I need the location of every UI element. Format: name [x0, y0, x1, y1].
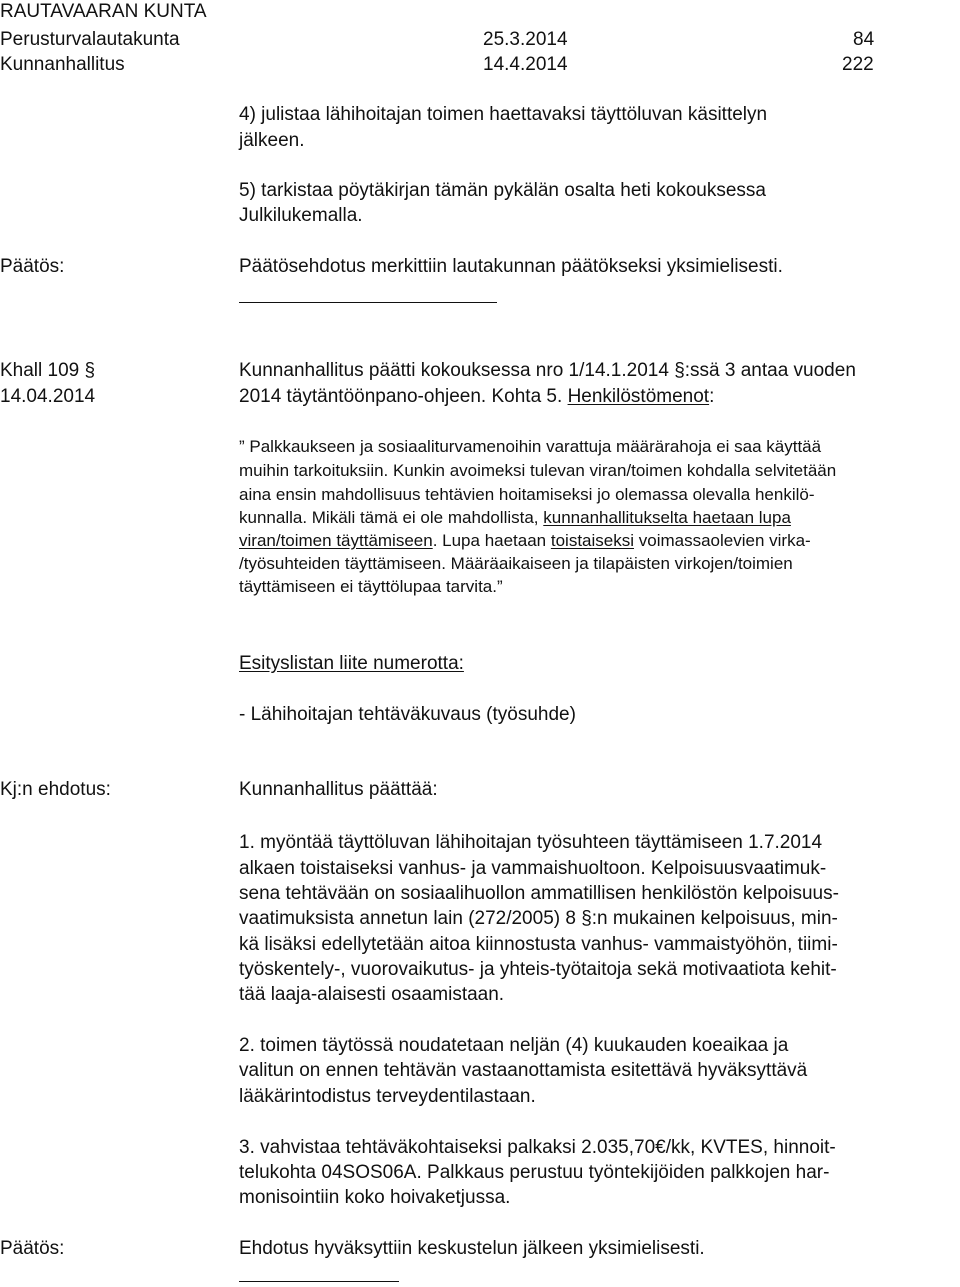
khall-reference: Khall 109 § [0, 360, 96, 381]
proposal-point-3-line: telukohta 04SOS06A. Palkkaus perustuu työntekijöiden palkkojen har- [239, 1162, 830, 1183]
quote-underlined-phrase-2: viran/toimen täyttämiseen [239, 531, 433, 550]
final-separator-line [239, 1281, 399, 1282]
attachments-heading: Esityslistan liite numerotta: [239, 653, 464, 674]
quote-line-4-text: kunnalla. Mikäli tämä ei ole mahdollista, [239, 508, 544, 527]
proposal-point-3-line: monisointiin koko hoivaketjussa. [239, 1187, 511, 1208]
proposal-point-3-line: 3. vahvistaa tehtäväkohtaiseksi palkaksi 2.035,70€/kk, KVTES, hinnoit- [239, 1137, 836, 1158]
separator-line [239, 302, 497, 303]
quote-underlined-phrase-1: kunnanhallitukselta haetaan lupa [543, 508, 791, 527]
quote-line-6: /työsuhteiden täyttämiseen. Määräaikaiseen ja tilapäisten virkojen/toimien [239, 554, 793, 573]
decision-label: Päätös: [0, 256, 65, 277]
proposal-point-1-line: tää laaja-alaisesti osaamistaan. [239, 984, 505, 1005]
proposal-point-1-line: alkaen toistaiseksi vanhus- ja vammaishuoltoon. Kelpoisuusvaatimuk- [239, 858, 827, 879]
proposal-point-2-line: 2. toimen täytössä noudatetaan neljän (4) kuukauden koeaikaa ja [239, 1035, 789, 1056]
proposal-point-1-line: sena tehtävään on sosiaalihuollon ammatillisen henkilöstön kelpoisuus- [239, 883, 839, 904]
quote-line-2: muihin tarkoituksiin. Kunkin avoimeksi tulevan viran/toimen kohdalla selvitetään [239, 461, 837, 480]
staff-costs-heading: Henkilöstömenot [567, 386, 710, 407]
proposal-point-1-line: kä lisäksi edellytetään aitoa kiinnostusta vanhus- vammaistyöhön, tiimi- [239, 934, 838, 955]
proposal-point-2-line: valitun on ennen tehtävän vastaanottamista esitettävä hyväksyttävä [239, 1060, 808, 1081]
khall-text-line-1: Kunnanhallitus päätti kokouksessa nro 1/14.1.2014 §:ssä 3 antaa vuoden [239, 360, 856, 381]
header-body-2: Kunnanhallitus [0, 54, 125, 75]
item-5-line-1: 5) tarkistaa pöytäkirjan tämän pykälän osalta heti kokouksessa [239, 180, 766, 201]
quote-line-5-end: voimassaolevien virka- [634, 531, 811, 550]
header-date-2: 14.4.2014 [483, 54, 568, 75]
quote-line-5 [239, 532, 811, 549]
quote-line-1: ” Palkkaukseen ja sosiaaliturvamenoihin varattuja määrärahoja ei saa käyttää [239, 437, 822, 456]
quote-line-4 [239, 509, 791, 526]
proposal-point-1-line: vaatimuksista annetun lain (272/2005) 8 §:n mukainen kelpoisuus, min- [239, 908, 838, 929]
item-4-line-2: jälkeen. [239, 130, 305, 151]
header-page-1: 84 [853, 29, 875, 50]
final-decision-text: Ehdotus hyväksyttiin keskustelun jälkeen yksimielisesti. [239, 1238, 705, 1259]
khall-colon: : [709, 386, 715, 407]
quote-line-3: aina ensin mahdollisuus tehtävien hoitamiseksi jo olemassa olevalla henkilö- [239, 485, 815, 504]
proposal-intro: Kunnanhallitus päättää: [239, 779, 438, 800]
header-page-2: 222 [842, 54, 874, 75]
khall-text-part: 2014 täytäntöönpano-ohjeen. Kohta 5. [239, 386, 568, 407]
proposal-point-1-line: työskentely-, vuorovaikutus- ja yhteis-työtaitoja sekä motivaatiota kehit- [239, 959, 837, 980]
item-5-line-2: Julkilukemalla. [239, 205, 363, 226]
khall-date: 14.04.2014 [0, 386, 96, 407]
quote-underlined-phrase-3: toistaiseksi [550, 531, 635, 550]
municipality-name: RAUTAVAARAN KUNTA [0, 1, 207, 22]
decision-text: Päätösehdotus merkittiin lautakunnan päätökseksi yksimielisesti. [239, 256, 783, 277]
quote-line-5-text: . Lupa haetaan [432, 531, 551, 550]
header-body-1: Perusturvalautakunta [0, 29, 180, 50]
header-date-1: 25.3.2014 [483, 29, 568, 50]
proposal-point-2-line: lääkärintodistus terveydentilastaan. [239, 1086, 536, 1107]
khall-text-line-2 [239, 387, 714, 406]
proposal-label: Kj:n ehdotus: [0, 779, 111, 800]
item-4-line-1: 4) julistaa lähihoitajan toimen haettavaksi täyttöluvan käsittelyn [239, 104, 768, 125]
attachment-item: - Lähihoitajan tehtäväkuvaus (työsuhde) [239, 704, 576, 725]
quote-line-7: täyttämiseen ei täyttölupaa tarvita.” [239, 577, 503, 596]
proposal-point-1-line: 1. myöntää täyttöluvan lähihoitajan työsuhteen täyttämiseen 1.7.2014 [239, 832, 823, 853]
final-decision-label: Päätös: [0, 1238, 65, 1259]
